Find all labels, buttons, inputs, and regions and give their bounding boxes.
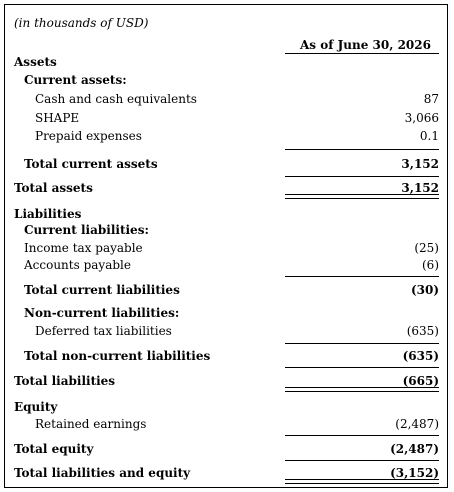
current-liabilities-subtotal-rule — [285, 276, 439, 277]
liabilities-heading: Liabilities — [14, 207, 82, 221]
total-non-current-liabilities-label: Total non-current liabilities — [24, 349, 211, 363]
total-liabilities-and-equity-top-rule — [285, 460, 439, 461]
current-liabilities-subheading: Current liabilities: — [24, 223, 149, 237]
total-assets-top-rule — [285, 176, 439, 177]
total-assets-label: Total assets — [14, 181, 93, 195]
total-liabilities-label: Total liabilities — [14, 374, 116, 388]
total-current-assets-label: Total current assets — [24, 157, 158, 171]
cash-value: 87 — [423, 92, 439, 106]
retained-earnings-value: (2,487) — [395, 417, 439, 431]
column-header: As of June 30, 2026 — [300, 38, 431, 52]
total-liabilities-and-equity-label: Total liabilities and equity — [14, 466, 191, 480]
total-current-assets-value: 3,152 — [401, 157, 439, 171]
units-note: (in thousands of USD) — [14, 16, 149, 30]
cash-label: Cash and cash equivalents — [35, 92, 197, 106]
non-current-liabilities-subheading: Non-current liabilities: — [24, 306, 180, 320]
deferred-tax-liabilities-value: (635) — [406, 324, 439, 338]
prepaid-expenses-value: 0.1 — [419, 129, 439, 143]
total-liabilities-value: (665) — [402, 374, 439, 388]
shape-label: SHAPE — [35, 111, 80, 125]
assets-heading: Assets — [14, 55, 57, 69]
total-current-liabilities-label: Total current liabilities — [24, 283, 180, 297]
total-equity-label: Total equity — [14, 442, 94, 456]
total-assets-double-rule — [285, 194, 439, 199]
non-current-liabilities-subtotal-rule — [285, 343, 439, 344]
current-assets-subheading: Current assets: — [24, 73, 127, 87]
total-liabilities-and-equity-double-rule — [285, 479, 439, 484]
income-tax-payable-value: (25) — [414, 241, 439, 255]
accounts-payable-label: Accounts payable — [24, 258, 131, 272]
current-assets-subtotal-rule — [285, 149, 439, 150]
retained-earnings-label: Retained earnings — [35, 417, 147, 431]
shape-value: 3,066 — [404, 111, 439, 125]
total-non-current-liabilities-value: (635) — [402, 349, 439, 363]
total-liabilities-and-equity-value: (3,152) — [390, 466, 439, 480]
total-liabilities-top-rule — [285, 367, 439, 368]
total-liabilities-double-rule — [285, 387, 439, 392]
prepaid-expenses-label: Prepaid expenses — [35, 129, 142, 143]
equity-heading: Equity — [14, 400, 58, 414]
income-tax-payable-label: Income tax payable — [24, 241, 143, 255]
accounts-payable-value: (6) — [422, 258, 439, 272]
equity-subtotal-rule — [285, 435, 439, 436]
column-header-underline — [285, 53, 439, 54]
total-equity-value: (2,487) — [390, 442, 439, 456]
deferred-tax-liabilities-label: Deferred tax liabilities — [35, 324, 172, 338]
total-assets-value: 3,152 — [401, 181, 439, 195]
total-current-liabilities-value: (30) — [410, 283, 439, 297]
